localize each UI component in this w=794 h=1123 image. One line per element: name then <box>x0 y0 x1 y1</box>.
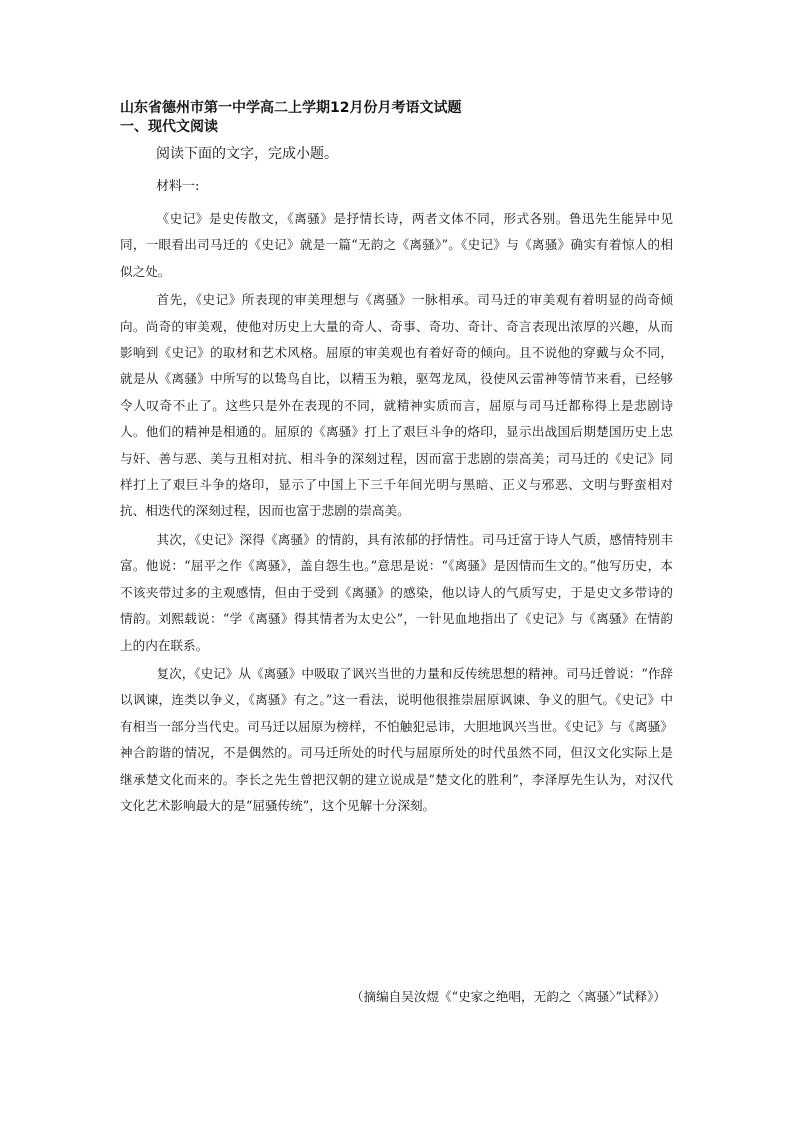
section-heading: 一、现代文阅读 <box>120 119 218 135</box>
article-body <box>120 206 673 821</box>
paragraph-intro: 《史记》是史传散文，《离骚》是抒情长诗，两者文体不同，形式各别。鲁迅先生能异中见同，一眼看出司马迁的《史记》就是一篇“无韵之《离骚》”。《史记》与《离骚》确实有着惊人的相似之处。 <box>120 211 673 279</box>
material-label: 材料一: <box>156 179 200 194</box>
exam-title: 山东省德州市第一中学高二上学期12月份月考语文试题 <box>120 100 462 116</box>
paragraph-first: 首先，《史记》所表现的审美理想与《离骚》一脉相承。司马迁的审美观有着明显的尚奇倾向。尚奇的审美观，使他对历史上大量的奇人、奇事、奇功、奇计、奇言表现出浓厚的兴趣，从而影响到《史记》的取材和艺术风格。屈原的审美观也有着好奇的倾向。且不说他的穿戴与众不同，就是从《离骚》中所写的以鸷鸟自比，以精玉为粮，驱驾龙凤，役使风云雷神等情节来看，已经够令人叹奇不止了。这些只是外在表现的不同，就精神实质而言，屈原与司马迁都称得上是悲剧诗人。他们的精神是相通的。屈原的《离骚》打上了艰巨斗争的烙印，显示出战国后期楚国历史上忠与奸、善与恶、美与丑相对抗、相斗争的深刻过程，因而富于悲剧的崇高美；司马迁的《史记》同样打上了艰巨斗争的烙印，显示了中国上下三千年间光明与黑暗、正义与邪恶、文明与野蛮相对抗、相迭代的深刻过程，因而也富于悲剧的崇高美。 <box>120 292 673 519</box>
paragraph-second: 其次，《史记》深得《离骚》的情韵，具有浓郁的抒情性。司马迁富于诗人气质，感情特别丰富。他说：“屈平之作《离骚》，盖自怨生也。”意思是说：“《离骚》是因情而生文的。”他写历史，本不该夹带过多的主观感情，但由于受到《离骚》的感染，他以诗人的气质写史，于是史文多带诗的情韵。刘熙载说：“学《离骚》得其情者为太史公”，一针见血地指出了《史记》与《离骚》在情韵上的内在联系。 <box>120 531 673 653</box>
source-citation: （摘编自吴汝煜《“史家之绝唱，无韵之〈离骚〉”试释》） <box>350 989 666 1004</box>
paragraph-third: 复次，《史记》从《离骚》中吸取了讽兴当世的力量和反传统思想的精神。司马迁曾说：“作辞以讽谏，连类以争义，《离骚》有之。”这一看法，说明他很推崇屈原讽谏、争义的胆气。《史记》中有相当一部分当代史。司马迁以屈原为榜样，不怕触犯忌讳，大胆地讽兴当世。《史记》与《离骚》神合韵谐的情况，不是偶然的。司马迁所处的时代与屈原所处的时代虽然不同，但汉文化实际上是继承楚文化而来的。李长之先生曾把汉朝的建立说成是“楚文化的胜利”，李泽厚先生认为，对汉代文化艺术影响最大的是“屈骚传统”，这个见解十分深刻。 <box>120 665 674 813</box>
reading-instruction: 阅读下面的文字，完成小题。 <box>156 146 338 162</box>
